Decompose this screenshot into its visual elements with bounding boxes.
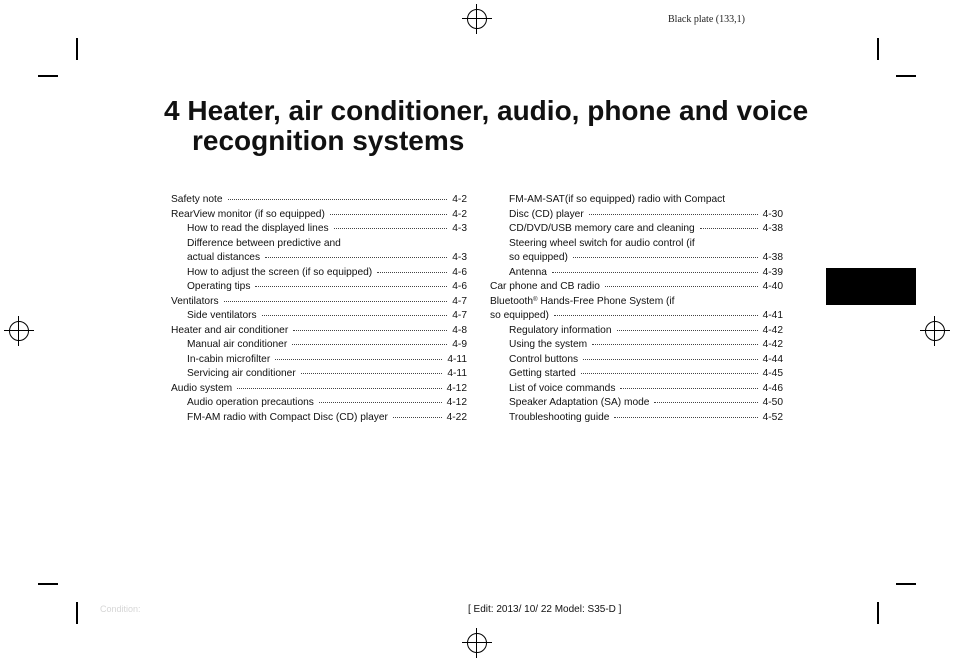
toc-dot-leader [334,228,448,229]
toc-entry-preline: Difference between predictive and [187,237,341,249]
toc-dot-leader [654,402,757,403]
toc-entry[interactable] [490,338,783,353]
toc-entry-page: 4-3 [452,252,467,263]
toc-entry-page: 4-11 [447,368,467,379]
toc-dot-leader [293,330,447,331]
toc-entry-preline: Steering wheel switch for audio control (if [509,237,695,249]
toc-entry-text: RearView monitor (if so equipped) [171,208,325,220]
toc-entry[interactable] [490,411,783,426]
toc-entry-text: Regulatory information [509,324,612,336]
toc-dot-leader [589,214,758,215]
toc-entry-preline: Bluetooth® Hands-Free Phone System (if [490,295,675,307]
toc-dot-leader [614,417,757,418]
toc-entry-page: 4-7 [452,310,467,321]
toc-entry-text: In-cabin microfilter [187,353,271,365]
condition-label: Condition: [100,604,141,614]
toc-entry-text: Control buttons [509,353,579,365]
toc-entry[interactable] [490,382,783,397]
toc-dot-leader [330,214,447,215]
toc-dot-leader [262,315,448,316]
toc-dot-leader [592,344,757,345]
toc-right-column [490,193,783,425]
toc-dot-leader [583,359,758,360]
crop-mark-tl-h [38,75,58,77]
toc-entry[interactable] [171,266,467,281]
plate-label: Black plate (133,1) [668,14,745,25]
toc-entry-page: 4-41 [762,310,783,321]
toc-entry-preline: FM-AM-SAT(if so equipped) radio with Compact [509,194,726,205]
toc-entry[interactable] [171,411,467,426]
toc-entry-text: Speaker Adaptation (SA) mode [509,397,650,408]
toc-entry-text: so equipped) [490,310,549,321]
toc-dot-leader [377,272,447,273]
toc-entry-page: 4-6 [452,281,467,292]
toc-entry-page: 4-7 [452,295,467,307]
toc-dot-leader [620,388,757,389]
toc-entry[interactable] [490,309,783,324]
toc-entry[interactable] [490,324,783,339]
toc-entry[interactable] [171,353,467,368]
toc-entry[interactable] [171,208,467,223]
toc-dot-leader [237,388,441,389]
crop-mark-tr-v [877,38,879,60]
toc-entry[interactable] [171,280,467,295]
registration-mark-left-icon [4,316,34,346]
crop-mark-bl-v [76,602,78,624]
toc-entry-text: Getting started [509,368,576,379]
registration-mark-top-icon [462,4,492,34]
toc-entry-text: Antenna [509,266,547,278]
toc-entry-text: Ventilators [171,295,219,307]
toc-entry-text: How to read the displayed lines [187,223,329,234]
toc-entry-page: 4-2 [452,208,467,220]
toc-entry-page: 4-12 [446,397,467,408]
toc-entry-page: 4-42 [762,339,783,350]
toc-entry-page: 4-8 [452,324,467,336]
toc-entry[interactable] [490,367,783,382]
toc-entry[interactable] [171,338,467,353]
toc-entry[interactable] [171,324,467,339]
toc-entry-page: 4-6 [452,266,467,278]
toc-dot-leader [605,286,758,287]
toc-dot-leader [319,402,442,403]
toc-entry-text: How to adjust the screen (if so equipped) [187,266,373,278]
toc-entry[interactable] [171,251,467,266]
toc-entry-text: CD/DVD/USB memory care and cleaning [509,223,695,234]
toc-entry-page: 4-44 [762,353,783,365]
registration-mark-bottom-icon [462,628,492,658]
toc-dot-leader [552,272,758,273]
crop-mark-tl-v [76,38,78,60]
edit-footer: [ Edit: 2013/ 10/ 22 Model: S35-D ] [468,604,622,615]
toc-entry-text: List of voice commands [509,382,616,394]
toc-entry[interactable] [171,222,467,237]
crop-mark-bl-h [38,583,58,585]
toc-dot-leader [224,301,448,302]
toc-entry-page: 4-11 [447,353,467,365]
crop-mark-br-v [877,602,879,624]
toc-dot-leader [292,344,447,345]
toc-entry[interactable] [171,295,467,310]
toc-entry-page: 4-9 [452,339,467,350]
toc-entry-text: Audio system [171,382,233,394]
toc-dot-leader [617,330,758,331]
toc-entry-page: 4-40 [762,281,783,292]
toc-entry[interactable] [490,266,783,281]
toc-entry[interactable] [171,367,467,382]
toc-entry[interactable] [490,280,783,295]
toc-entry-text: Audio operation precautions [187,397,314,408]
toc-entry[interactable] [171,396,467,411]
toc-entry-text: Disc (CD) player [509,208,584,220]
toc-entry[interactable] [171,193,467,208]
toc-entry-text: Side ventilators [187,310,257,321]
crop-mark-tr-h [896,75,916,77]
crop-mark-br-h [896,583,916,585]
toc-entry-text: FM-AM radio with Compact Disc (CD) player [187,411,388,423]
chapter-title-line2: recognition systems [192,125,465,156]
toc-entry-page: 4-2 [452,194,467,205]
chapter-title [164,96,864,156]
toc-entry-page: 4-52 [762,411,783,423]
toc-dot-leader [255,286,447,287]
registration-mark-right-icon [920,316,950,346]
toc-dot-leader [228,199,448,200]
toc-entry-text: Operating tips [187,281,251,292]
toc-entry-text: Heater and air conditioner [171,324,289,336]
toc-entry[interactable] [171,309,467,324]
toc-dot-leader [573,257,758,258]
toc-entry-text: Car phone and CB radio [490,281,600,292]
toc-entry[interactable] [490,222,783,237]
toc-dot-leader [393,417,442,418]
toc-entry[interactable] [490,353,783,368]
toc-entry-page: 4-46 [762,382,783,394]
toc-dot-leader [554,315,758,316]
toc-entry-page: 4-38 [762,252,783,263]
toc-entry-page: 4-42 [762,324,783,336]
toc-entry-text: Servicing air conditioner [187,368,296,379]
toc-dot-leader [275,359,442,360]
toc-entry-page: 4-45 [762,368,783,379]
toc-entry-page: 4-22 [446,411,467,423]
toc-entry-page: 4-39 [762,266,783,278]
toc-entry-text: Using the system [509,339,588,350]
toc-entry-text: actual distances [187,252,261,263]
toc-entry[interactable] [490,396,783,411]
toc-dot-leader [301,373,443,374]
toc-entry[interactable] [171,382,467,397]
toc-left-column [171,193,467,425]
toc-entry-page: 4-12 [446,382,467,394]
toc-entry[interactable] [490,208,783,223]
toc-entry-page: 4-38 [762,223,783,234]
chapter-tab-marker [826,268,916,305]
toc-dot-leader [581,373,758,374]
toc-entry-text: Troubleshooting guide [509,411,610,423]
toc-dot-leader [700,228,758,229]
toc-dot-leader [265,257,447,258]
toc-entry-text: Manual air conditioner [187,339,288,350]
toc-entry-page: 4-30 [762,208,783,220]
chapter-title-line1: 4 Heater, air conditioner, audio, phone and voice [164,95,809,126]
toc-entry-text: so equipped) [509,252,568,263]
toc-entry[interactable] [490,251,783,266]
toc-entry-page: 4-50 [762,397,783,408]
toc-entry-page: 4-3 [452,223,467,234]
toc-entry-text: Safety note [171,194,223,205]
